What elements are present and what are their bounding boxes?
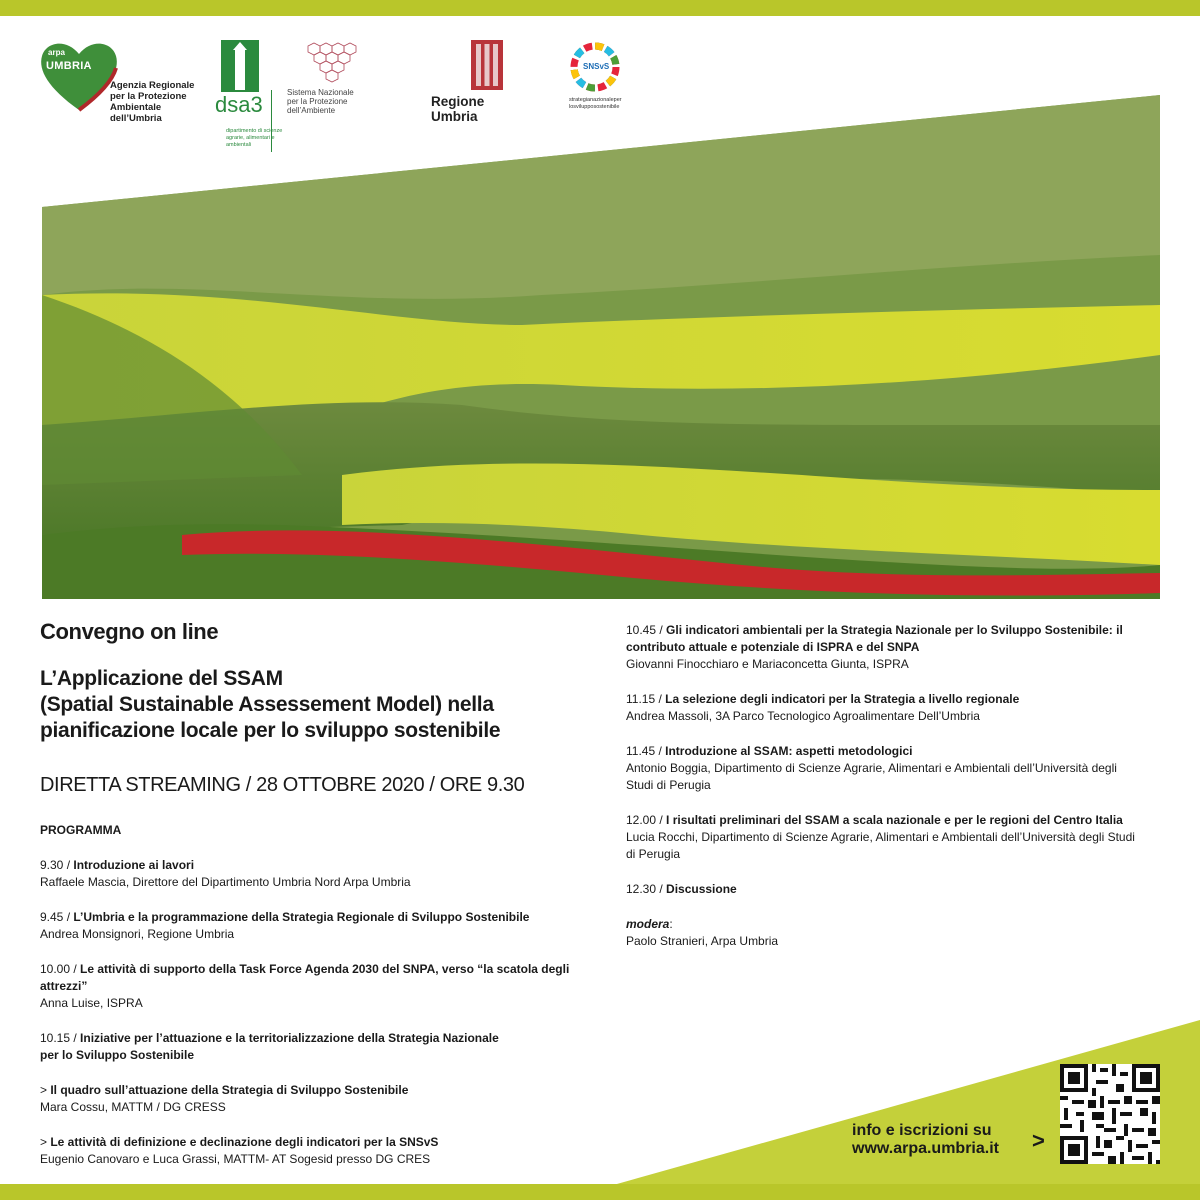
item-title: Iniziative per l’attuazione e la territorializzazione della Strategia Nazionale per lo Sviluppo Sostenibile [40, 1031, 499, 1062]
moderator-colon: : [669, 917, 673, 931]
program-item [626, 622, 1146, 673]
program-item [40, 961, 580, 1012]
arpa-line-2: per la Protezione [110, 91, 187, 102]
event-subtitle: Convegno on line [40, 619, 219, 644]
arrow-right-icon: > [1032, 1128, 1045, 1153]
program-column-left [40, 857, 580, 1186]
item-title: L’Umbria e la programmazione della Strategia Regionale di Sviluppo Sostenibile [73, 910, 530, 924]
moderator-name: Paolo Stranieri, Arpa Umbria [626, 934, 779, 948]
program-subitem [40, 1134, 580, 1168]
item-title: Gli indicatori ambientali per la Strategia Nazionale per lo Sviluppo Sostenibile: il contributo attuale e potenziale di ISPRA e del SNPA [626, 623, 1123, 654]
item-speaker: Raffaele Mascia, Direttore del Dipartimento Umbria Nord Arpa Umbria [40, 875, 411, 889]
program-subitem [40, 1082, 580, 1116]
streaming-info: DIRETTA STREAMING / 28 OTTOBRE 2020 / ORE 9.30 [40, 774, 525, 796]
item-title: Le attività di supporto della Task Force Agenda 2030 del SNPA, verso “la scatola degli attrezzi” [40, 962, 570, 993]
snsvs-name: SNSvS [583, 62, 610, 71]
dsa3-subtitle: dipartimento di scienze agrarie, alimentari e ambientali [226, 128, 283, 148]
item-time: 10.45 / [626, 623, 667, 637]
dsa3-name: dsa3 [215, 92, 263, 117]
hexagon-network-icon [298, 40, 368, 86]
item-speaker: Mara Cossu, MATTM / DG CRESS [40, 1100, 226, 1114]
program-item [626, 812, 1146, 863]
program-item [626, 691, 1146, 725]
program-item [40, 909, 580, 943]
item-speaker: Giovanni Finocchiaro e Mariaconcetta Giunta, ISPRA [626, 657, 909, 671]
item-title: La selezione degli indicatori per la Strategia a livello regionale [665, 692, 1020, 706]
item-time: 9.45 / [40, 910, 74, 924]
qr-code[interactable] [1060, 1064, 1160, 1164]
landscape-photo [42, 95, 1160, 599]
snpa-line-1: Sistema Nazionale [287, 88, 354, 97]
arpa-small-label: arpa [48, 48, 65, 57]
item-title: Il quadro sull’attuazione della Strategia di Sviluppo Sostenibile [50, 1083, 409, 1097]
snpa-line-2: per la Protezione [287, 97, 348, 106]
program-item [626, 743, 1146, 794]
item-time: 12.00 / [626, 813, 667, 827]
item-time: 11.45 / [626, 744, 666, 758]
program-item [40, 857, 580, 891]
item-speaker: Eugenio Canovaro e Luca Grassi, MATTM- AT Sogesid presso DG CRES [40, 1152, 431, 1166]
event-title [40, 666, 600, 744]
item-title: Discussione [666, 882, 737, 896]
bottom-accent-band [0, 1184, 1200, 1200]
programma-heading: PROGRAMMA [40, 823, 122, 837]
regione-umbria-name: Regione Umbria [431, 94, 485, 124]
item-time: 11.15 / [626, 692, 666, 706]
item-title: Introduzione al SSAM: aspetti metodologici [665, 744, 913, 758]
item-time: > [40, 1083, 51, 1097]
program-column-right [626, 622, 1146, 968]
event-title-line-2: (Spatial Sustainable Assessement Model) nella [40, 693, 494, 716]
item-speaker: Lucia Rocchi, Dipartimento di Scienze Agrarie, Alimentari e Ambientali dell’Università degli Studi di Perugia [626, 830, 1135, 861]
tower-icon [221, 40, 259, 92]
item-time: 9.30 / [40, 858, 74, 872]
item-time: 12.30 / [626, 882, 667, 896]
website-link[interactable]: www.arpa.umbria.it [852, 1140, 999, 1157]
info-registration [852, 1122, 999, 1158]
program-item [626, 881, 1146, 898]
item-speaker: Andrea Monsignori, Regione Umbria [40, 927, 235, 941]
snpa-line-3: dell’Ambiente [287, 106, 336, 115]
program-item [40, 1030, 510, 1064]
item-speaker: Anna Luise, ISPRA [40, 996, 143, 1010]
arpa-line-1: Agenzia Regionale [110, 80, 195, 91]
item-time: 10.00 / [40, 962, 81, 976]
item-speaker: Andrea Massoli, 3A Parco Tecnologico Agroalimentare Dell’Umbria [626, 709, 980, 723]
moderator-label: modera [626, 917, 670, 931]
event-title-line-3: pianificazione locale per lo sviluppo sostenibile [40, 719, 501, 742]
item-title: Le attività di definizione e declinazione degli indicatori per la SNSvS [50, 1135, 439, 1149]
snsvs-subtitle: strategianazionaleper losvilupposostenibile [569, 97, 622, 110]
event-title-line-1: L’Applicazione del SSAM [40, 667, 283, 690]
moderator-block [626, 916, 1146, 950]
arpa-line-3: Ambientale dell’Umbria [110, 102, 162, 124]
item-title: Introduzione ai lavori [73, 858, 195, 872]
arpa-big-label: UMBRIA [46, 60, 92, 72]
info-label: info e iscrizioni su [852, 1122, 992, 1139]
item-speaker: Antonio Boggia, Dipartimento di Scienze Agrarie, Alimentari e Ambientali dell’Università degli Studi di Perugia [626, 761, 1117, 792]
item-time: > [40, 1135, 51, 1149]
item-time: 10.15 / [40, 1031, 81, 1045]
item-title: I risultati preliminari del SSAM a scala nazionale e per le regioni del Centro Italia [666, 813, 1123, 827]
coat-of-arms-icon [471, 40, 503, 90]
